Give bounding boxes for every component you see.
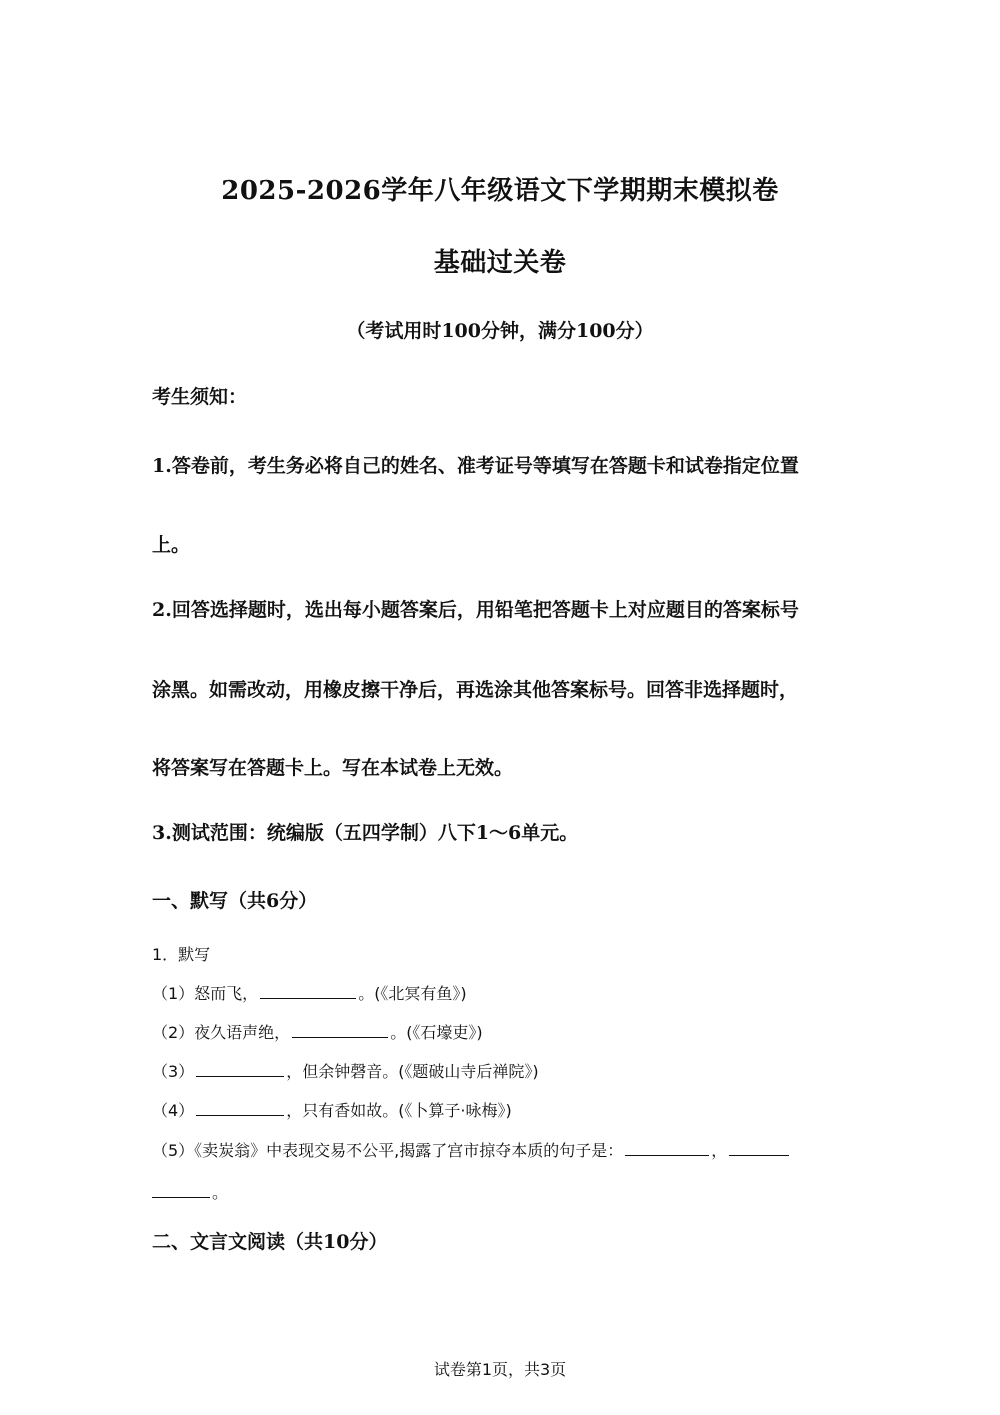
exam-duration: （考试用时100分钟，满分100分）: [346, 320, 654, 342]
question-1-item-5-continuation: 。: [152, 1180, 228, 1203]
question-1-title: 1．默写: [152, 945, 211, 964]
answer-blank[interactable]: [152, 1196, 210, 1198]
answer-blank[interactable]: [196, 1075, 284, 1077]
question-1-item-3: （3） ，但余钟磬音。(《题破山寺后禅院》): [152, 1062, 539, 1081]
answer-blank[interactable]: [260, 997, 356, 999]
exam-title: 2025-2026学年八年级语文下学期期末模拟卷: [221, 176, 779, 206]
notice-item-3: 3.测试范围：统编版（五四学制）八下1～6单元。: [152, 822, 579, 844]
answer-blank[interactable]: [729, 1154, 789, 1156]
notice-item-1-line-2: 上。: [152, 534, 191, 556]
exam-subtitle: 基础过关卷: [433, 248, 567, 278]
question-1-item-5: （5）《卖炭翁》中表现交易不公平,揭露了宫市掠夺本质的句子是： ，: [152, 1138, 852, 1161]
notice-heading: 考生须知：: [152, 386, 248, 408]
notice-item-2-line-2: 涂黑。如需改动，用橡皮擦干净后，再选涂其他答案标号。回答非选择题时，: [152, 679, 799, 701]
answer-blank[interactable]: [292, 1036, 388, 1038]
question-1-item-4: （4） ，只有香如故。(《卜算子·咏梅》): [152, 1101, 512, 1120]
notice-item-1-line-1: 1.答卷前，考生务必将自己的姓名、准考证号等填写在答题卡和试卷指定位置: [152, 455, 799, 477]
notice-item-2-line-1: 2.回答选择题时，选出每小题答案后，用铅笔把答题卡上对应题目的答案标号: [152, 599, 799, 621]
question-1-item-2: （2）夜久语声绝， 。(《石壕吏》): [152, 1023, 483, 1042]
section-1-heading: 一、默写（共6分）: [152, 890, 318, 912]
section-2-heading: 二、文言文阅读（共10分）: [152, 1231, 388, 1253]
answer-blank[interactable]: [196, 1114, 284, 1116]
question-1-item-1: （1）怒而飞， 。(《北冥有鱼》): [152, 984, 467, 1003]
answer-blank[interactable]: [625, 1154, 709, 1156]
notice-item-2-line-3: 将答案写在答题卡上。写在本试卷上无效。: [152, 757, 514, 779]
page-footer: 试卷第1页，共3页: [433, 1360, 567, 1379]
